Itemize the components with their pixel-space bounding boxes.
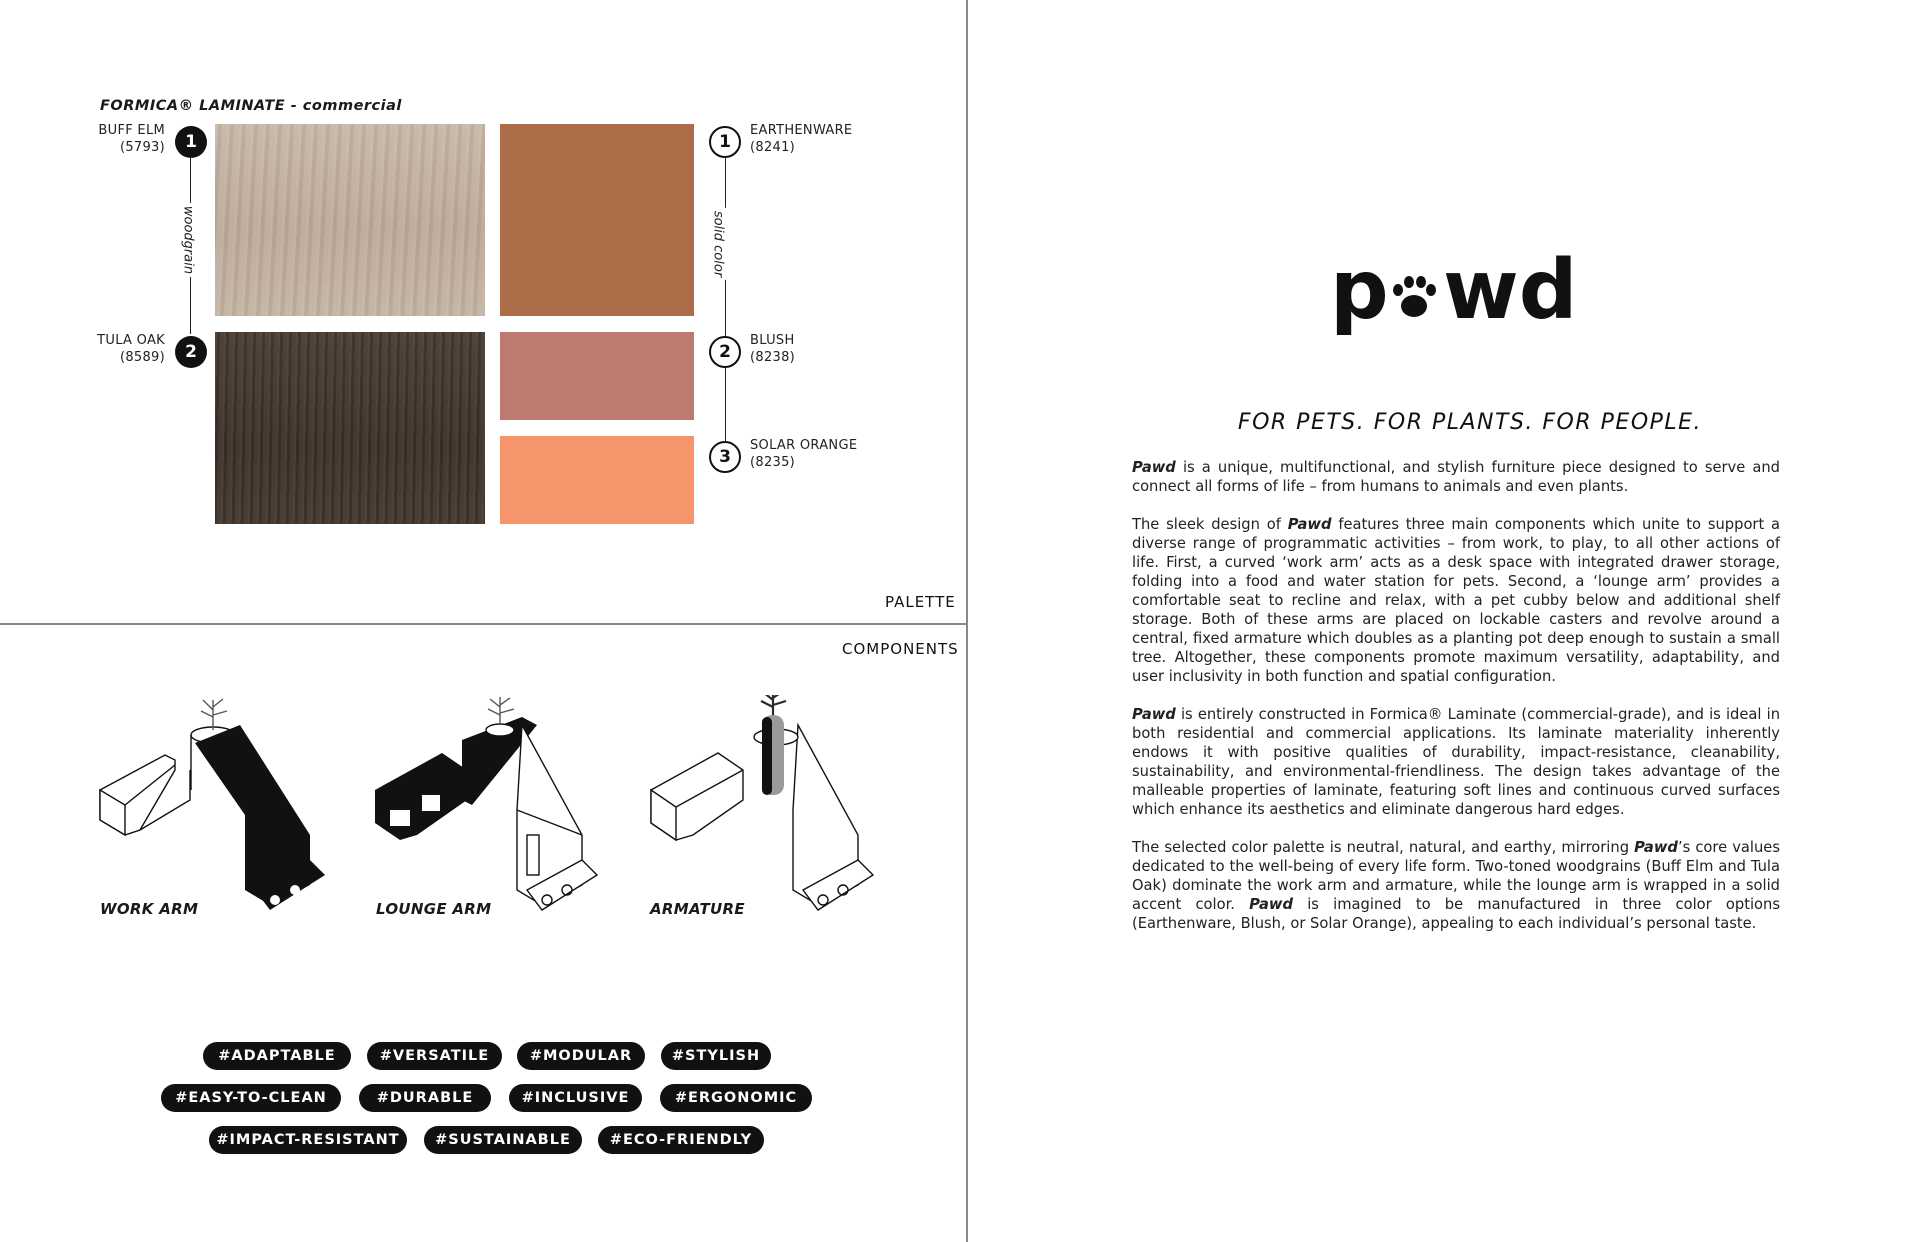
brand-name: Pawd — [1287, 516, 1332, 533]
logo-letters-wd: wd — [1443, 250, 1578, 338]
color-code: (5793) — [119, 140, 165, 155]
lounge-arm-illustration — [372, 695, 612, 925]
description-paragraph-4 — [1132, 838, 1780, 933]
paw-icon — [1393, 276, 1436, 317]
solid-label-earthenware — [750, 122, 852, 156]
brand-name: Pawd — [1249, 896, 1293, 913]
brand-name: Pawd — [1132, 459, 1176, 476]
tag-stylish: #STYLISH — [661, 1042, 771, 1070]
paragraph-text: ’s core values dedicated to the well-being of every life form. Two-toned woodgrains (Buff Elm and Tula Oak) dominate the work arm and armature, while the lounge arm is wrapped in a solid accent color. — [1132, 839, 1780, 913]
woodgrain-label-buff-elm — [80, 122, 165, 156]
armature-label: ARMATURE — [650, 900, 745, 918]
color-name: EARTHENWARE — [750, 123, 853, 138]
paragraph-text: features three main components which unite to support a diverse range of programmatic activities – from work, to play, to all other actions of life. First, a curved ‘work arm’ acts as a desk space with integrated drawer storage, folding into a food and water station for pets. Second, a ‘lounge arm’ provides a comfortable seat to recline and relax, with a pet cubby below and additional shelf storage. Both of these arms are placed on lockable casters and revolve around a central, fixed armature which doubles as a planting pot deep enough to sustain a small tree. Altogether, these components promote maximum versatility, adaptability, and user inclusivity in both function and spatial configuration. — [1132, 516, 1781, 685]
brand-name: Pawd — [1634, 839, 1678, 856]
section-divider-horizontal — [0, 623, 966, 625]
solid-label-blush — [750, 332, 795, 366]
color-code: (8589) — [119, 350, 165, 365]
woodgrain-label: woodgrain — [179, 203, 198, 277]
color-name: BUFF ELM — [98, 123, 165, 138]
color-code: (8241) — [750, 140, 796, 155]
palette-title — [100, 98, 402, 114]
palette-title-main: FORMICA® LAMINATE — [100, 98, 286, 114]
tag-durable: #DURABLE — [359, 1084, 491, 1112]
swatch-blush — [500, 332, 694, 420]
tag-easy-to-clean: #EASY-TO-CLEAN — [161, 1084, 341, 1112]
solid-number-3: 3 — [709, 441, 741, 473]
description-paragraph-3 — [1132, 705, 1780, 819]
solid-label-solar-orange — [750, 437, 857, 471]
swatch-buff-elm — [215, 124, 485, 316]
work-arm-label: WORK ARM — [100, 900, 199, 918]
brand-tagline: FOR PETS. FOR PLANTS. FOR PEOPLE. — [1237, 410, 1703, 435]
paragraph-text: The sleek design of — [1132, 516, 1281, 533]
solid-number-2: 2 — [709, 336, 741, 368]
tag-impact-resistant: #IMPACT-RESISTANT — [209, 1126, 407, 1154]
solid-number-1: 1 — [709, 126, 741, 158]
color-name: BLUSH — [750, 333, 795, 348]
tag-inclusive: #INCLUSIVE — [509, 1084, 642, 1112]
description — [1132, 458, 1780, 952]
tag-sustainable: #SUSTAINABLE — [424, 1126, 582, 1154]
color-name: TULA OAK — [97, 333, 165, 348]
woodgrain-label-tula-oak — [80, 332, 165, 366]
tag-ergonomic: #ERGONOMIC — [660, 1084, 812, 1112]
tag-eco-friendly: #ECO-FRIENDLY — [598, 1126, 764, 1154]
color-name: SOLAR ORANGE — [750, 438, 858, 453]
work-arm-illustration — [95, 695, 335, 925]
tag-modular: #MODULAR — [517, 1042, 645, 1070]
color-code: (8235) — [750, 455, 796, 470]
paragraph-text: is entirely constructed in Formica® Laminate (commercial-grade), and is ideal in both residential and commercial applications. Its laminate materiality inherently endows it with positive qualities of durability, impact-resistance, cleanability, sustainability, and environmental-friendliness. The design takes advantage of the malleable properties of laminate, featuring soft lines and continuous curved surfaces which enhance its aesthetics and eliminate dangerous hard edges. — [1132, 706, 1781, 818]
paragraph-text: The selected color palette is neutral, natural, and earthy, mirroring — [1132, 839, 1630, 856]
tag-versatile: #VERSATILE — [367, 1042, 502, 1070]
page-divider-vertical — [966, 0, 968, 1242]
brand-name: Pawd — [1132, 706, 1176, 723]
color-code: (8238) — [750, 350, 796, 365]
tag-adaptable: #ADAPTABLE — [203, 1042, 351, 1070]
solid-connector-line — [725, 158, 726, 456]
woodgrain-number-1: 1 — [175, 126, 207, 158]
pawd-logo — [1320, 250, 1580, 360]
woodgrain-number-2: 2 — [175, 336, 207, 368]
armature-illustration — [648, 695, 888, 925]
logo-letter-p: p — [1330, 250, 1389, 338]
palette-section-label: PALETTE — [885, 593, 956, 611]
swatch-tula-oak — [215, 332, 485, 524]
solid-color-label: solid color — [709, 208, 728, 280]
description-paragraph-1 — [1132, 458, 1780, 496]
description-paragraph-2 — [1132, 515, 1780, 686]
lounge-arm-label: LOUNGE ARM — [376, 900, 492, 918]
swatch-earthenware — [500, 124, 694, 316]
paragraph-text: is imagined to be manufactured in three color options (Earthenware, Blush, or Solar Orange), appealing to each individual’s personal taste. — [1132, 896, 1781, 932]
paragraph-text: is a unique, multifunctional, and stylish furniture piece designed to serve and connect all forms of life – from humans to animals and even plants. — [1132, 459, 1781, 495]
components-section-label: COMPONENTS — [842, 640, 959, 658]
palette-title-sub: - commercial — [285, 98, 402, 114]
swatch-solar-orange — [500, 436, 694, 524]
